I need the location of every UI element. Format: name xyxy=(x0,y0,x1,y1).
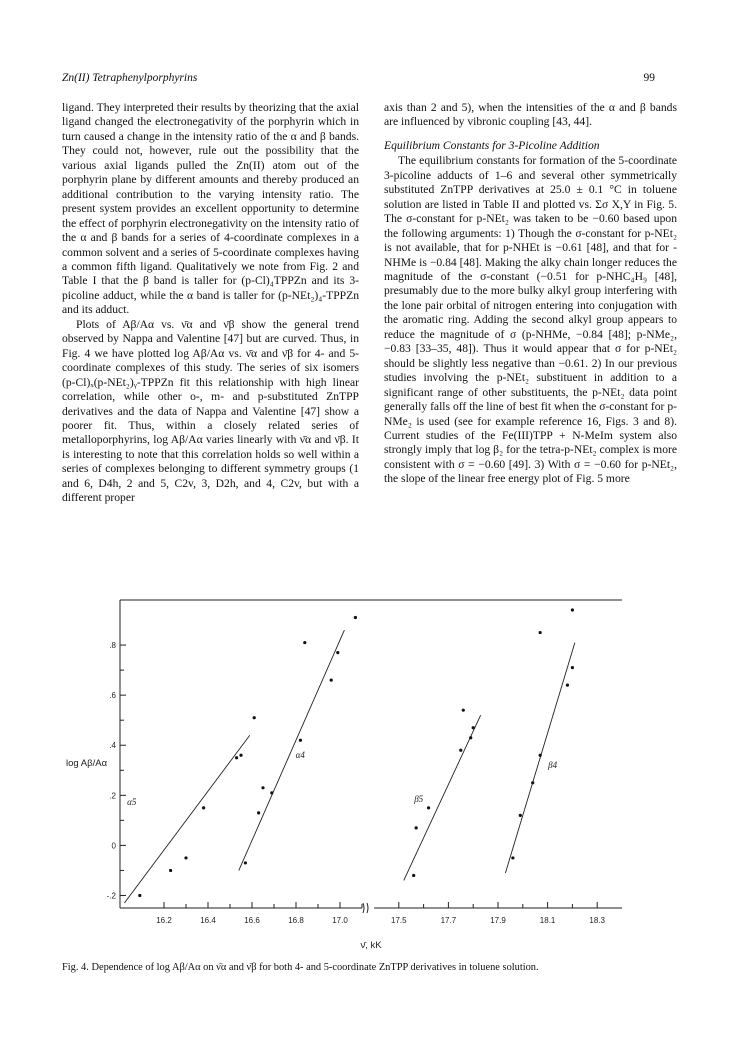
y-tick-label: 0 xyxy=(111,841,116,851)
data-point xyxy=(235,756,238,759)
x-tick-label: 16.6 xyxy=(244,916,260,925)
x-tick-label: 17.9 xyxy=(490,916,506,925)
data-point xyxy=(412,874,415,877)
fit-line xyxy=(505,643,574,873)
x-axis-break-mark xyxy=(363,903,368,913)
data-point xyxy=(571,666,574,669)
data-point xyxy=(202,806,205,809)
x-tick-label: 16.4 xyxy=(200,916,216,925)
right-paragraph-2: The equilibrium constants for formation of the 5-coordinate 3-picoline adducts of 1–6 and several other symmetrically substituted ZnTPP derivatives at 25.0 ± 0.1 °C in toluene solution are listed in Table II and plotted vs. Σσ X,Y in Fig. 5. The σ-constant for p-NEt₂ was taken to be −0.60 based upon the following arguments: 1) Though the σ-constant for p-NEt₂ is not available, that for p-NHEt is −0.61 [48], and that for -NHMe is −0.84 [48]. Making the alky chain longer reduces the magnitude of the σ-constant (−0.51 for p-NHC₄H₉ [48], presumably due to the more bulky alkyl group interfering with the lone pair orbital of nitrogen entering into conjugation with the aromatic ring. Adding the second alkyl group appears to reduce the magnitude of σ (p-NHMe, −0.84 [48]; p-NMe₂, −0.83 [33–35, 48]). Thus it would appear that σ for p-NEt₂ should be slightly less negative than −0.61. 2) In our previous studies involving the p-NEt₂ substituent in addition to a significant range of other substituents, the p-NEt₂ data point generally falls off the line of best fit when the σ-constant for p-NMe₂ is used (see for example reference 16, Figs. 3 and 8). Current studies of the Fe(III)TPP + N-MeIm system also strongly imply that log β₂ for the tetra-p-NEt₂ complex is more consistent with σ = −0.60 [49]. 3) With σ = −0.60 for p-NEt₂, the slope of the linear free energy plot of Fig. 5 more xyxy=(384,154,677,486)
data-point xyxy=(415,826,418,829)
y-tick-label: -.2 xyxy=(106,891,116,901)
right-paragraph-1: axis than 2 and 5), when the intensities of the α and β bands are influenced by vibronic coupling [43, 44]. xyxy=(384,101,677,129)
x-axis-label: ν̄, kK xyxy=(360,940,382,951)
series-label: β4 xyxy=(548,759,558,770)
y-tick-label: .2 xyxy=(109,791,116,801)
data-point xyxy=(253,716,256,719)
data-point xyxy=(184,856,187,859)
data-point xyxy=(239,754,242,757)
x-tick-label: 16.2 xyxy=(156,916,172,925)
y-axis-label: log Aβ/Aα xyxy=(66,757,108,769)
x-tick-label: 17.0 xyxy=(332,916,348,925)
x-tick-label: 18.3 xyxy=(589,916,605,925)
left-paragraph-2: Plots of Aβ/Aα vs. ν̄α and ν̄β show the general trend observed by Nappa and Valentine [47] but are curved. Thus, in Fig. 4 we have plotted log Aβ/Aα vs. ν̄α and ν̄β for 4- and 5-coordinate complexes of this study. The series of six isomers (p-Cl)ₓ(p-NEt₂)ᵧ-TPPZn fit this relationship with high linear correlation, while other o-, m- and p-substituted ZnTPP derivatives and the data of Nappa and Valentine [47] show a poorer fit. Thus, within a closely related series of metalloporphyrins, log Aβ/Aα varies linearly with ν̄α and ν̄β. It is interesting to note that this correlation holds so well within a series of complexes belonging to different symmetry groups (1 and 6, D4h, 2 and 5, C2v, 3, D2h, and 4, C2v, but with a different proper xyxy=(62,317,359,505)
data-point xyxy=(519,814,522,817)
data-point xyxy=(539,754,542,757)
series-label: β5 xyxy=(414,793,424,804)
series-label: α4 xyxy=(295,750,305,761)
data-point xyxy=(257,811,260,814)
data-point xyxy=(138,894,141,897)
data-point xyxy=(330,679,333,682)
data-point xyxy=(539,631,542,634)
data-point xyxy=(270,791,273,794)
series-label: α5 xyxy=(127,797,137,808)
data-point xyxy=(261,786,264,789)
y-tick-label: .8 xyxy=(109,641,116,651)
data-point xyxy=(571,608,574,611)
data-point xyxy=(336,651,339,654)
data-point xyxy=(459,749,462,752)
data-point xyxy=(427,806,430,809)
data-point xyxy=(303,641,306,644)
data-point xyxy=(354,616,357,619)
right-column xyxy=(384,101,677,487)
data-point xyxy=(244,861,247,864)
data-point xyxy=(469,736,472,739)
data-point xyxy=(299,739,302,742)
section-heading: Equilibrium Constants for 3-Picoline Addition xyxy=(384,138,600,152)
fit-line xyxy=(124,735,249,903)
figure-caption: Fig. 4. Dependence of log Aβ/Aα on ν̄α and ν̄β for both 4- and 5-coordinate ZnTPP derivatives in toluene solution. xyxy=(62,962,539,973)
y-tick-label: .6 xyxy=(109,691,116,701)
data-point xyxy=(531,781,534,784)
figure-4 xyxy=(62,590,682,980)
data-point xyxy=(472,726,475,729)
x-tick-label: 17.5 xyxy=(391,916,407,925)
data-point xyxy=(511,856,514,859)
page-number: 99 xyxy=(643,72,655,84)
data-point xyxy=(462,709,465,712)
scatter-chart xyxy=(62,590,682,960)
fit-line xyxy=(239,630,345,870)
left-column xyxy=(62,101,359,506)
x-tick-label: 16.8 xyxy=(288,916,304,925)
x-tick-label: 17.7 xyxy=(440,916,457,925)
left-paragraph-1: ligand. They interpreted their results by theorizing that the axial ligand changed the electronegativity of the porphyrin which in turn caused a change in the intensity ratio of the α and β bands. They could not, however, rule out the possibility that the various axial ligands pulled the Zn(II) atom out of the porphyrin plane by different amounts and thereby produced an additional contribution to the varying intensity ratio. The present system provides an excellent opportunity to determine the effect of porphyrin electronegativity on the intensity ratio of the α and β bands for a series of 4-coordinate complexes in a common solvent and a series of 5-coordinate complexes having a common fifth ligand. Qualitatively we note from Fig. 2 and Table I that the β band is taller for (p-Cl)₄TPPZn and its 3-picoline adduct, while the α band is taller for (p-NEt₂)₄-TPPZn and its adduct. xyxy=(62,101,359,317)
running-title: Zn(II) Tetraphenylporphyrins xyxy=(62,72,198,84)
data-point xyxy=(566,684,569,687)
x-tick-label: 18.1 xyxy=(539,916,556,925)
y-tick-label: .4 xyxy=(109,741,116,751)
data-point xyxy=(169,869,172,872)
